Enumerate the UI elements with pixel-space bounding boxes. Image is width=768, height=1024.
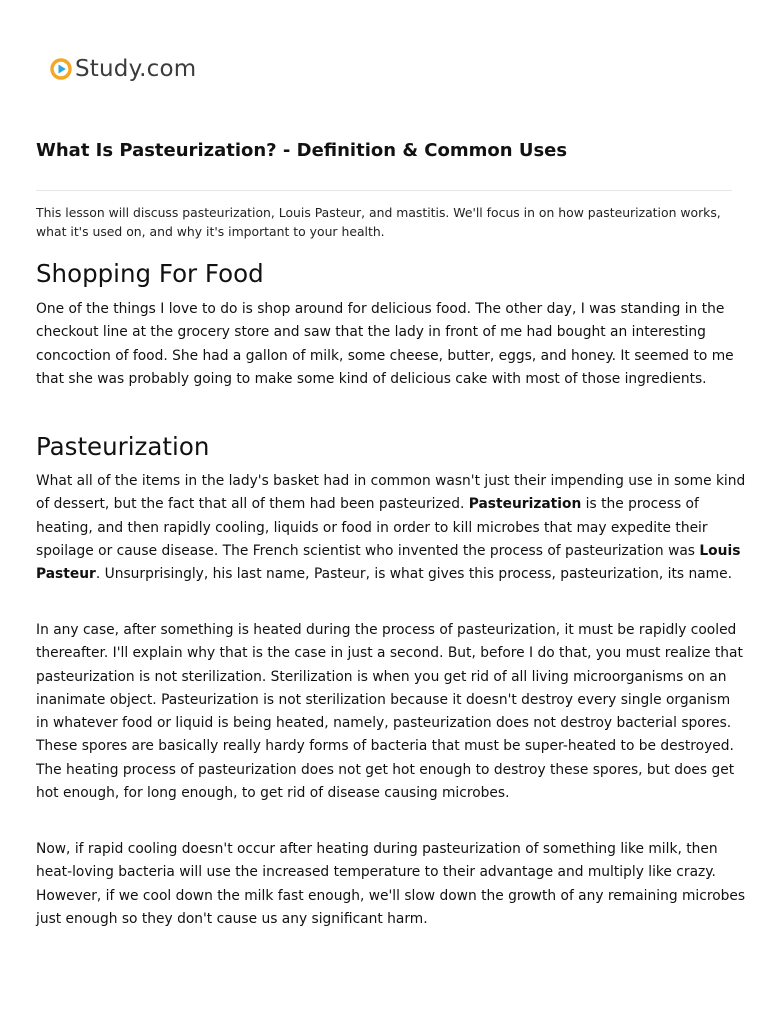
paragraph-shopping: One of the things I love to do is shop around for delicious food. The other day, I was standing in the checkout line at the grocery store and saw that the lady in front of me had bought an interesting concoction of food. She had a gallon of milk, some cheese, butter, eggs, and honey. It seemed to me that she was probably going to make some kind of delicious cake with most of those ingredients. — [36, 301, 734, 387]
section-heading-shopping: Shopping For Food — [36, 259, 264, 288]
text-run: is the process of heating, and then rapidly cooling, liquids or food in order to kill microbes that may expedite their spoilage or cause disease. The French scientist who invented the process of pasteurization was — [36, 496, 708, 559]
paragraph-rapid-cooling: Now, if rapid cooling doesn't occur after heating during pasteurization of something like milk, then heat-loving bacteria will use the increased temperature to their advantage and multiply like crazy. However, if we cool down the milk fast enough, we'll slow down the growth of any remaining microbes just enough so they don't cause us any significant harm. — [36, 841, 746, 927]
section-heading-pasteurization: Pasteurization — [36, 432, 210, 461]
divider — [36, 190, 732, 191]
paragraph-pasteurization-definition — [36, 470, 746, 586]
text-run: . Unsurprisingly, his last name, Pasteur, is what gives this process, pasteurization, its name. — [95, 566, 732, 583]
paragraph-sterilization: In any case, after something is heated during the process of pasteurization, it must be rapidly cooled thereafter. I'll explain why that is the case in just a second. But, before I do that, you must realize that pasteurization is not sterilization. Sterilization is when you get rid of all living microorganisms on an inanimate object. Pasteurization is not sterilization because it doesn't destroy every single organism in whatever food or liquid is being heated, namely, pasteurization does not destroy bacterial spores. These spores are basically really hardy forms of bacteria that must be super-heated to be destroyed. The heating process of pasteurization does not get hot enough to destroy these spores, but does get hot enough, for long enough, to get rid of disease causing microbes. — [36, 622, 743, 802]
play-circle-logo-icon — [50, 58, 72, 80]
logo-wordmark: Study.com — [75, 56, 197, 82]
text-run: What all of the items in the lady's basket had in common wasn't just their impending use in some kind of dessert, but the fact that all of them had been pasteurized. — [36, 473, 746, 513]
term-louis-pasteur: Louis Pasteur — [36, 542, 741, 583]
study-logo[interactable] — [50, 56, 196, 82]
lesson-summary: This lesson will discuss pasteurization, Louis Pasteur, and mastitis. We'll focus in on how pasteurization works, what it's used on, and why it's important to your health. — [36, 205, 721, 239]
page-title: What Is Pasteurization? - Definition & Common Uses — [36, 140, 568, 161]
term-pasteurization: Pasteurization — [468, 496, 582, 513]
